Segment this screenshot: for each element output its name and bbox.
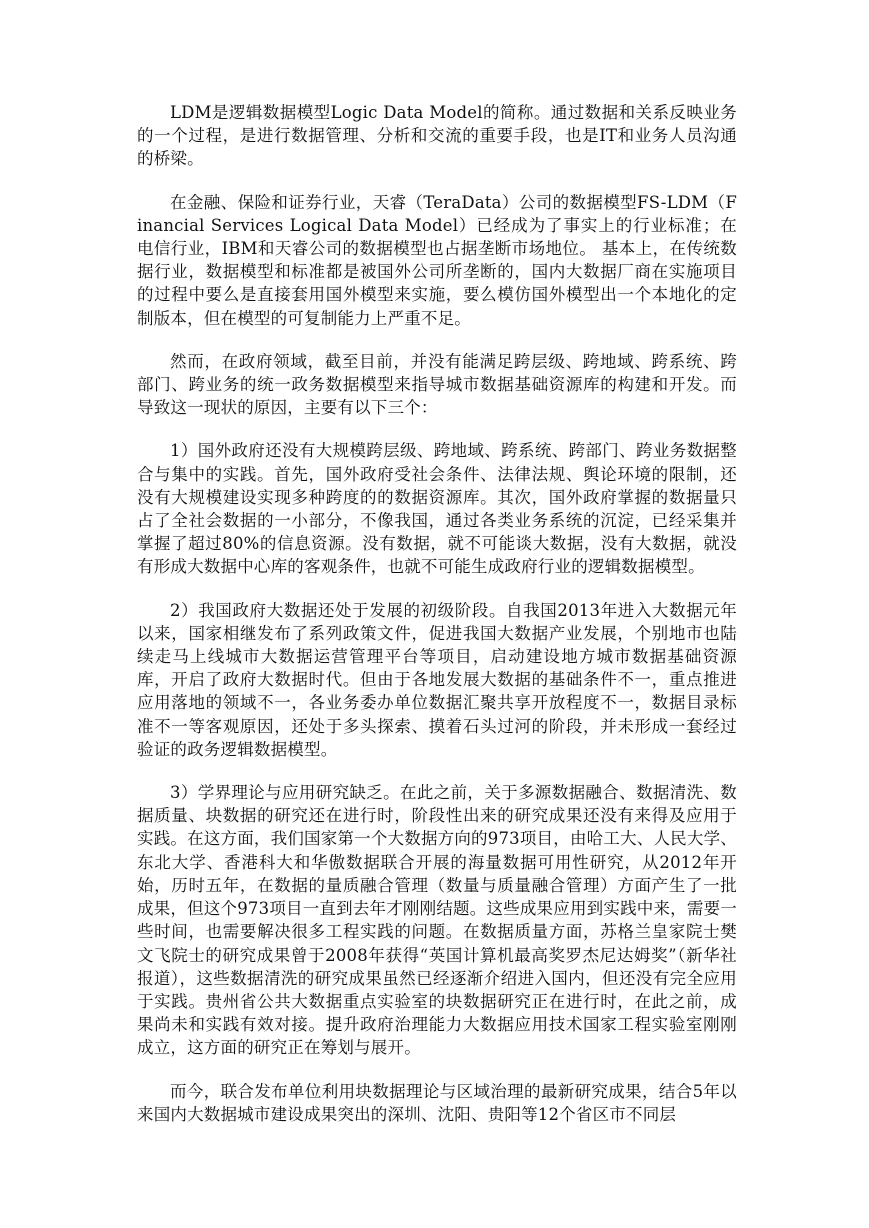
paragraph-industry-models: 在金融、保险和证券行业，天睿（TeraData）公司的数据模型FS-LDM（Financial Services Logical Data Model）已经成为了事实上的行业标准；在电信行业，IBM和天睿公司的数据模型也占据垄断市场地位。 基本上，在传统数据行业，数据模型和标准都是被国外公司所垄断的，国内大数据厂商在实施项目的过程中要么是直接套用国外模型来实施，要么模仿国外模型出一个本地化的定制版本，但在模型的可复制能力上严重不足。: [137, 192, 737, 328]
document-body: [137, 101, 737, 1146]
paragraph-conclusion: 而今，联合发布单位利用块数据理论与区域治理的最新研究成果，结合5年以来国内大数据城市建设成果突出的深圳、沈阳、贵阳等12个省区市不同层: [137, 1081, 737, 1124]
paragraph-reason-1: 1）国外政府还没有大规模跨层级、跨地域、跨系统、跨部门、跨业务数据整合与集中的实践。首先，国外政府受社会条件、法律法规、舆论环境的限制，还没有大规模建设实现多种跨度的的数据资源库。其次，国外政府掌握的数据量只占了全社会数据的一小部分，不像我国，通过各类业务系统的沉淀，已经采集并掌握了超过80%的信息资源。没有数据，就不可能谈大数据，没有大数据，就没有形成大数据中心库的客观条件，也就不可能生成政府行业的逻辑数据模型。: [137, 441, 737, 577]
paragraph-ldm-definition: LDM是逻辑数据模型Logic Data Model的简称。通过数据和关系反映业务的一个过程，是进行数据管理、分析和交流的重要手段，也是IT和业务人员沟通的桥梁。: [137, 103, 737, 169]
paragraph-reason-2: 2）我国政府大数据还处于发展的初级阶段。自我国2013年进入大数据元年以来，国家相继发布了系列政策文件，促进我国大数据产业发展，个别地市也陆续走马上线城市大数据运营管理平台等项目，启动建设地方城市数据基础资源库，开启了政府大数据时代。但由于各地发展大数据的基础条件不一，重点推进应用落地的领域不一，各业务委办单位数据汇聚共享开放程度不一，数据目录标准不一等客观原因，还处于多头探索、摸着石头过河的阶段，并未形成一套经过验证的政务逻辑数据模型。: [137, 600, 737, 759]
paragraph-government-status: 然而，在政府领域，截至目前，并没有能满足跨层级、跨地域、跨系统、跨部门、跨业务的统一政务数据模型来指导城市数据基础资源库的构建和开发。而导致这一现状的原因，主要有以下三个：: [137, 351, 737, 418]
paragraph-reason-3: 3）学界理论与应用研究缺乏。在此之前，关于多源数据融合、数据清洗、数据质量、块数据的研究还在进行时，阶段性出来的研究成果还没有来得及应用于实践。在这方面，我们国家第一个大数据方向的973项目，由哈工大、人民大学、东北大学、香港科大和华傲数据联合开展的海量数据可用性研究，从2012年开始，历时五年，在数据的量质融合管理（数量与质量融合管理）方面产生了一批成果，但这个973项目一直到去年才刚刚结题。这些成果应用到实践中来，需要一些时间，也需要解决很多工程实践的问题。在数据质量方面，苏格兰皇家院士樊文飞院士的研究成果曾于2008年获得“英国计算机最高奖罗杰尼达姆奖”（新华社报道），这些数据清洗的研究成果虽然已经逐渐介绍进入国内，但还没有完全应用于实践。贵州省公共大数据重点实验室的块数据研究正在进行时，在此之前，成果尚未和实践有效对接。提升政府治理能力大数据应用技术国家工程实验室刚刚成立，这方面的研究正在筹划与展开。: [137, 783, 737, 1058]
